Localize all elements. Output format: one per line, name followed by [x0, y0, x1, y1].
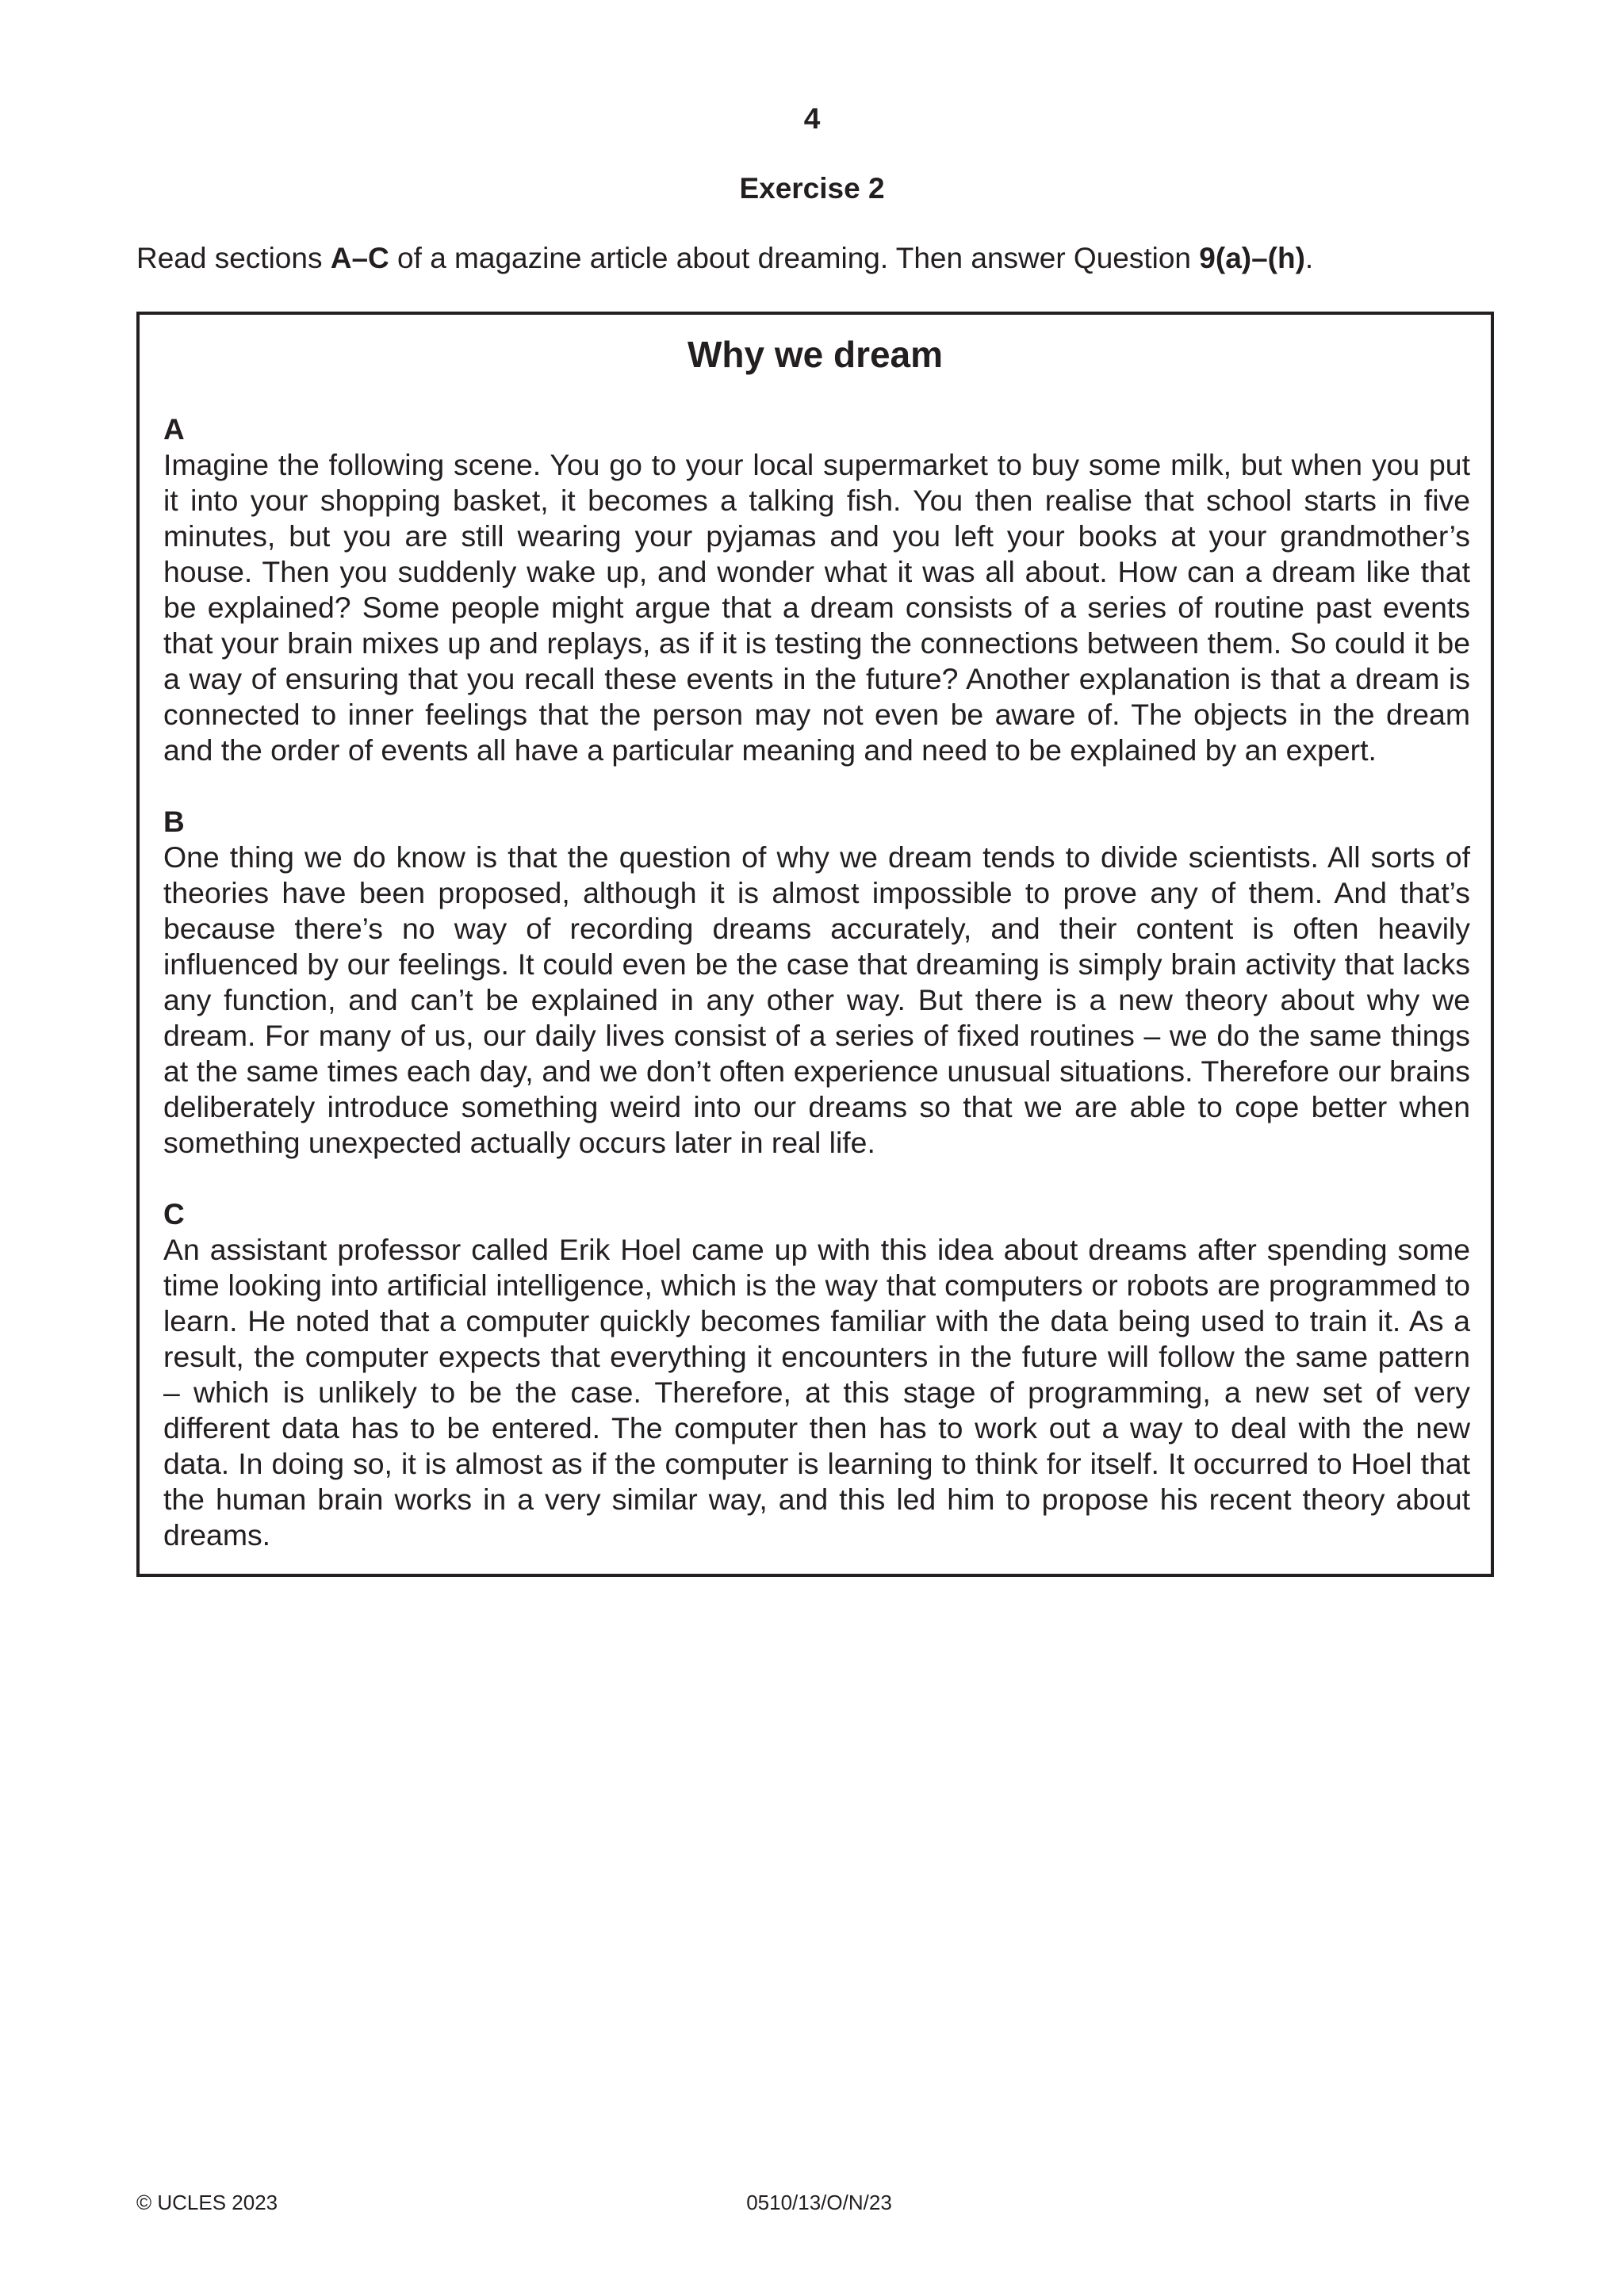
article-box	[136, 312, 1494, 1577]
article-section-a	[163, 411, 1470, 768]
instruction-text	[136, 241, 1500, 276]
section-paragraph: Imagine the following scene. You go to your local supermarket to buy some milk, but when you put it into your shopping basket, it becomes a talking fish. You then realise that school starts in five minutes, but you are still wearing your pyjamas and you left your books at your grandmother’s house. Then you suddenly wake up, and wonder what it was all about. How can a dream like that be explained? Some people might argue that a dream consists of a series of routine past events that your brain mixes up and replays, as if it is testing the connections between them. So could it be a way of ensuring that you recall these events in the future? Another explanation is that a dream is connected to inner feelings that the person may not even be aware of. The objects in the dream and the order of events all have a particular meaning and need to be explained by an expert.	[163, 448, 1470, 767]
section-letter: C	[163, 1198, 185, 1230]
section-letter: B	[163, 806, 185, 838]
article-title: Why we dream	[687, 334, 944, 375]
section-letter: A	[163, 413, 185, 446]
section-paragraph: An assistant professor called Erik Hoel came up with this idea about dreams after spending some time looking into artificial intelligence, which is the way that computers or robots are programmed to learn. He noted that a computer quickly becomes familiar with the data being used to train it. As a result, the computer expects that everything it encounters in the future will follow the same pattern – which is unlikely to be the case. Therefore, at this stage of programming, a new set of very different data has to be entered. The computer then has to work out a way to deal with the new data. In doing so, it is almost as if the computer is learning to think for itself. It occurred to Hoel that the human brain works in a very similar way, and this led him to propose his recent theory about dreams.	[163, 1233, 1470, 1552]
article-section-c	[163, 1196, 1470, 1553]
instruction-middle: of a magazine article about dreaming. Then answer Question	[389, 242, 1200, 274]
instruction-prefix: Read sections	[136, 242, 331, 274]
page-number: 4	[803, 102, 821, 135]
footer-copyright: © UCLES 2023	[136, 2191, 278, 2214]
instruction-sections-ref: A–C	[330, 242, 389, 274]
footer-paper-code: 0510/13/O/N/23	[746, 2191, 892, 2214]
instruction-suffix: .	[1304, 242, 1314, 274]
article-section-b	[163, 804, 1470, 1161]
instruction-question-ref: 9(a)–(h)	[1199, 242, 1305, 274]
section-paragraph: One thing we do know is that the question of why we dream tends to divide scientists. All sorts of theories have been proposed, although it is almost impossible to prove any of them. And that’s because there’s no way of recording dreams accurately, and their content is often heavily influenced by our feelings. It could even be the case that dreaming is simply brain activity that lacks any function, and can’t be explained in any other way. But there is a new theory about why we dream. For many of us, our daily lives consist of a series of fixed routines – we do the same things at the same times each day, and we don’t often experience unusual situations. Therefore our brains deliberately introduce something weird into our dreams so that we are able to cope better when something unexpected actually occurs later in real life.	[163, 840, 1470, 1159]
exercise-title: Exercise 2	[739, 172, 885, 205]
